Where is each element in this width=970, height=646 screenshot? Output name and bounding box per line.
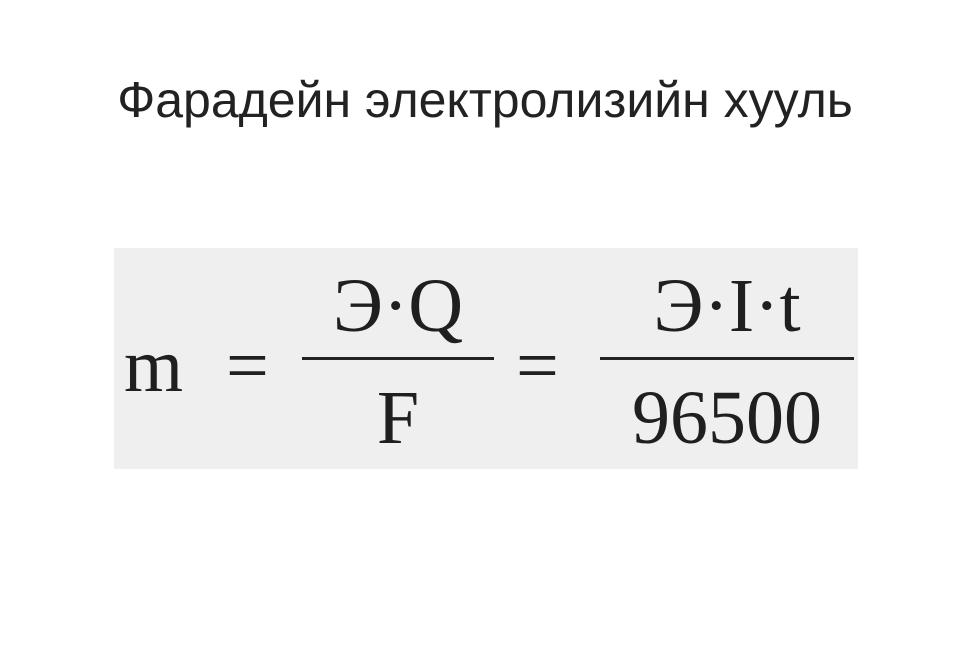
formula-image: [114, 248, 858, 469]
fraction-2-numerator: Э·I·t: [653, 264, 801, 348]
formula-equals-2: =: [516, 324, 559, 408]
slide-title: Фарадейн электролизийн хууль: [117, 72, 853, 128]
fraction-1-numerator: Э·Q: [332, 264, 464, 348]
faraday-law-formula: [114, 248, 858, 469]
fraction-1-bar: [302, 357, 494, 360]
fraction-1-denominator: F: [376, 376, 420, 460]
fraction-2-bar: [600, 357, 854, 360]
fraction-2-denominator: 96500: [632, 376, 822, 460]
formula-equals-1: =: [226, 324, 269, 408]
formula-lhs-mass: m: [124, 324, 184, 408]
